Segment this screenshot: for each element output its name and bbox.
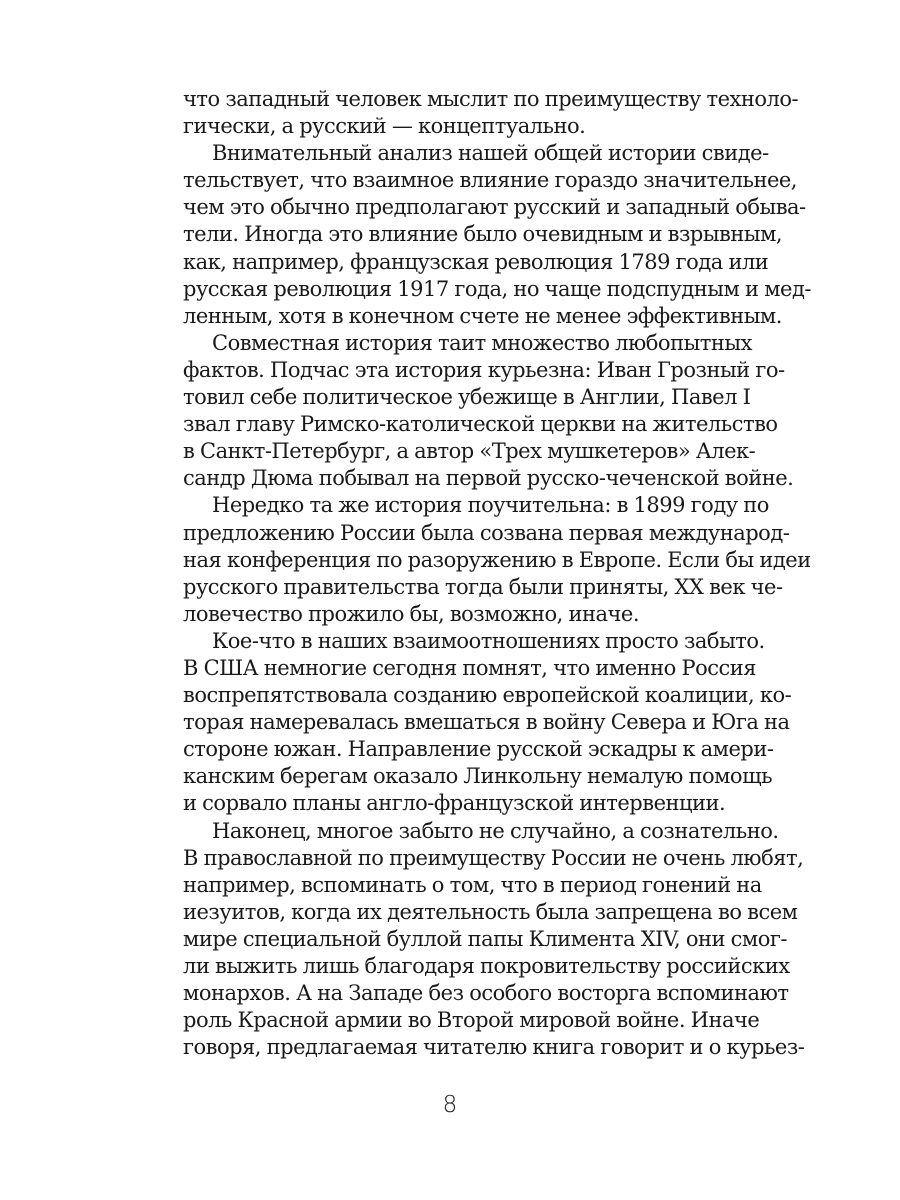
text-line: говоря, предлагаемая читателю книга говорит и о курьез- xyxy=(183,1035,805,1060)
text-line: мире специальной буллой папы Климента XIV, они смог- xyxy=(183,926,787,951)
text-line: в Санкт-Петербург, а автор «Трех мушкетеров» Алек- xyxy=(183,439,756,464)
text-line: тельствует, что взаимное влияние гораздо значительнее, xyxy=(183,168,797,193)
text-line: предложению России была созвана первая международ- xyxy=(183,520,790,545)
text-line: Совместная история таит множество любопытных xyxy=(212,330,752,355)
text-line: товил себе политическое убежище в Англии, Павел I xyxy=(183,385,751,410)
text-line: русская революция 1917 года, но чаще подспудным и мед- xyxy=(183,276,811,301)
text-line: Наконец, многое забыто не случайно, а сознательно. xyxy=(212,818,779,843)
page-body-text xyxy=(183,86,811,1061)
text-line: ная конференция по разоружению в Европе. Если бы идеи xyxy=(183,547,811,572)
text-line: сандр Дюма побывал на первой русско-чеченской войне. xyxy=(183,466,794,491)
text-line: Внимательный анализ нашей общей истории свиде- xyxy=(212,141,769,166)
text-line: русского правительства тогда были приняты, XX век че- xyxy=(183,574,783,599)
text-line: ловечество прожило бы, возможно, иначе. xyxy=(183,601,640,626)
text-line: Нередко та же история поучительна: в 1899 году по xyxy=(212,493,769,518)
text-line: как, например, французская революция 1789 года или xyxy=(183,249,769,274)
text-line: звал главу Римско-католической церкви на жительство xyxy=(183,412,778,437)
text-line: стороне южан. Направление русской эскадры к амери- xyxy=(183,737,774,762)
text-line: В православной по преимуществу России не очень любят, xyxy=(183,845,804,870)
text-line: монархов. А на Западе без особого восторга вспоминают xyxy=(183,981,789,1006)
text-line: гически, а русский — концептуально. xyxy=(183,114,586,139)
text-line: торая намеревалась вмешаться в войну Севера и Юга на xyxy=(183,710,790,735)
text-line: тели. Иногда это влияние было очевидным и взрывным, xyxy=(183,222,783,247)
text-line: чем это обычно предполагают русский и западный обыва- xyxy=(183,195,806,220)
text-line: например, вспоминать о том, что в период гонений на xyxy=(183,872,762,897)
text-line: В США немногие сегодня помнят, что именно Россия xyxy=(183,655,757,680)
text-line: воспрепятствовала созданию европейской коалиции, ко- xyxy=(183,683,792,708)
text-line: и сорвало планы англо-французской интервенции. xyxy=(183,791,726,816)
page-number: 8 xyxy=(442,1092,458,1118)
text-line: фактов. Подчас эта история курьезна: Иван Грозный го- xyxy=(183,357,785,382)
text-line: иезуитов, когда их деятельность была запрещена во всем xyxy=(183,899,798,924)
text-line: Кое-что в наших взаимоотношениях просто забыто. xyxy=(212,628,765,653)
text-line: канским берегам оказало Линкольну немалую помощь xyxy=(183,764,773,789)
text-line: роль Красной армии во Второй мировой войне. Иначе xyxy=(183,1008,760,1033)
text-line: ленным, хотя в конечном счете не менее эффективным. xyxy=(183,303,782,328)
text-line: что западный человек мыслит по преимуществу техноло- xyxy=(183,87,799,111)
text-line: ли выжить лишь благодаря покровительству российских xyxy=(183,954,790,978)
